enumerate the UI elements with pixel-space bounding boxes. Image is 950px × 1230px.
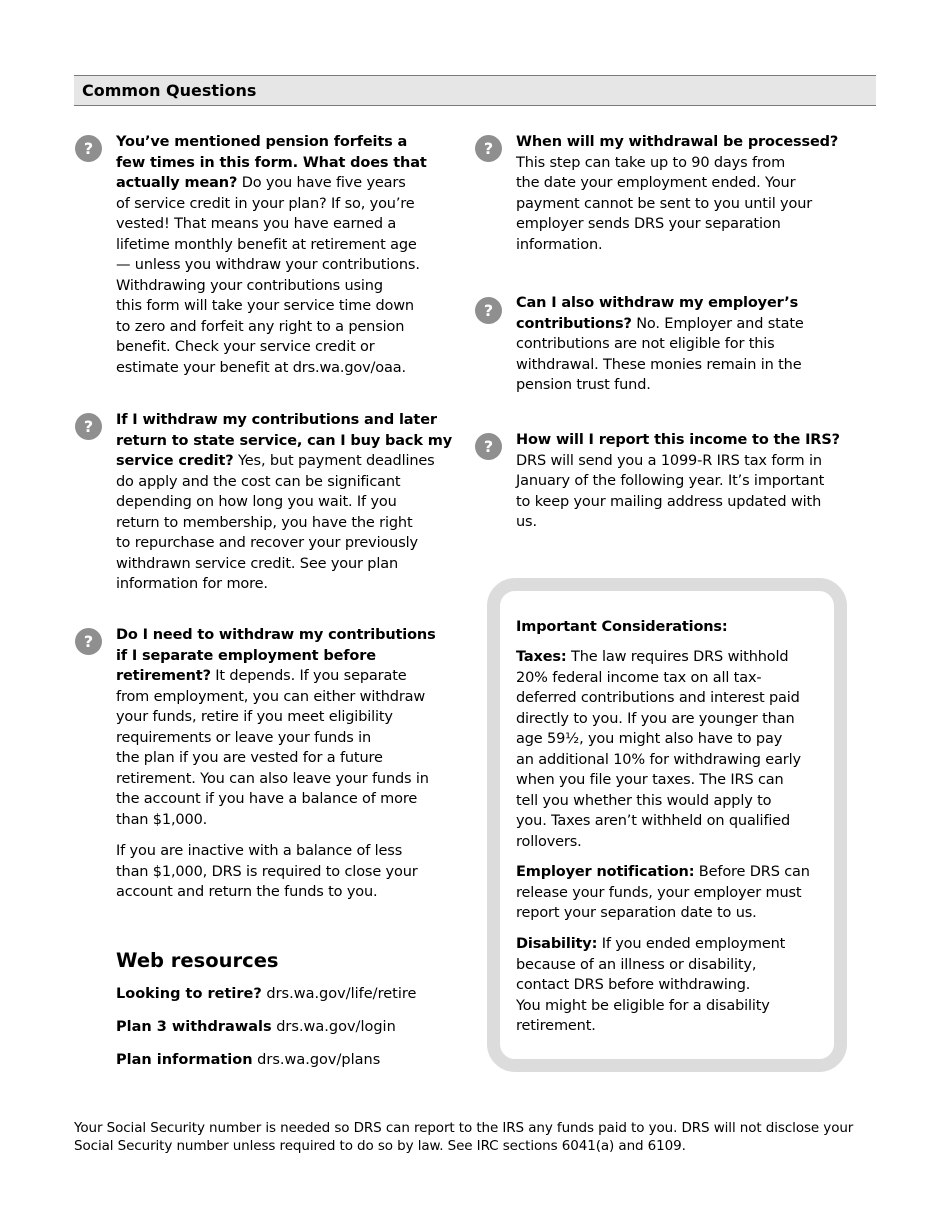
question-mark-icon: ? <box>475 135 502 162</box>
login-link[interactable]: drs.wa.gov/login <box>276 1019 396 1035</box>
section-header <box>74 75 876 106</box>
faq-withdrawal-processing: When will my withdrawal be processed? This step can take up to 90 days from the date your employment ended. Your payment cannot be sent to you until your employer sends DRS your separation information. <box>516 134 839 253</box>
faq-inactive-balance-note: If you are inactive with a balance of less than $1,000, DRS is required to close your account and return the funds to you. <box>116 843 418 900</box>
question-mark-icon: ? <box>475 433 502 460</box>
question-mark-icon: ? <box>75 135 102 162</box>
faq-report-income-irs: How will I report this income to the IRS? DRS will send you a 1099-R IRS tax form in January of the following year. It’s important to keep your mailing address updated with us. <box>516 432 840 530</box>
faq-separate-employment: Do I need to withdraw my contributions if I separate employment before retirement? It depends. If you separate from employment, you can either withdraw your funds, retire if you meet eligibility requirements or leave your funds in the plan if you are vested for a future retirement. You can also leave your funds in the account if you have a balance of more than $1,000. <box>116 627 436 828</box>
faq-pension-forfeits: You’ve mentioned pension forfeits a few times in this form. What does that actually mean? Do you have five years of service credit in your plan? If so, you’re vested! That means you have earned a lifetime monthly benefit at retirement age — unless you withdraw your contributions. Withdrawing your contributions using this form will take your service time down to zero and forfeit any right to a pension benefit. Check your service credit or estimate your benefit at drs.wa.gov/oaa. <box>116 134 427 376</box>
faq-buy-back-service-credit: If I withdraw my contributions and later return to state service, can I buy back my service credit? Yes, but payment deadlines do apply and the cost can be significant depending on how long you wait. If you return to membership, you have the right to repurchase and recover your previously withdrawn service credit. See your plan information for more. <box>116 412 452 592</box>
question-mark-icon: ? <box>75 628 102 655</box>
retire-link[interactable]: drs.wa.gov/life/retire <box>266 986 417 1002</box>
ssn-disclosure-footer: Your Social Security number is needed so DRS can report to the IRS any funds paid to you. DRS will not disclose your Social Security number unless required to do so by law. See IRC sections 6041(a) and 6109. <box>74 1120 854 1154</box>
considerations-title: Important Considerations: <box>516 619 728 635</box>
web-resource-plans: Plan information drs.wa.gov/plans <box>116 1052 381 1068</box>
section-title: Common Questions <box>82 81 257 100</box>
question-mark-icon: ? <box>75 413 102 440</box>
considerations-taxes: Taxes: The law requires DRS withhold 20% federal income tax on all tax- deferred contributions and interest paid directly to you. If you are younger than age 59½, you might also have to pay an additional 10% for withdrawing early when you file your taxes. The IRS can tell you whether this would apply to you. Taxes aren’t withheld on qualified rollovers. <box>516 649 801 850</box>
question-mark-icon: ? <box>475 297 502 324</box>
faq-employer-contributions: Can I also withdraw my employer’s contributions? No. Employer and state contributions are not eligible for this withdrawal. These monies remain in the pension trust fund. <box>516 295 804 393</box>
considerations-disability: Disability: If you ended employment because of an illness or disability, contact DRS before withdrawing. You might be eligible for a disability retirement. <box>516 936 786 1034</box>
web-resource-retire: Looking to retire? drs.wa.gov/life/retire <box>116 986 417 1002</box>
considerations-employer-notification: Employer notification: Before DRS can release your funds, your employer must report your separation date to us. <box>516 864 810 921</box>
plans-link[interactable]: drs.wa.gov/plans <box>257 1052 381 1068</box>
web-resources-title: Web resources <box>116 949 279 972</box>
web-resource-plan3: Plan 3 withdrawals drs.wa.gov/login <box>116 1019 396 1035</box>
